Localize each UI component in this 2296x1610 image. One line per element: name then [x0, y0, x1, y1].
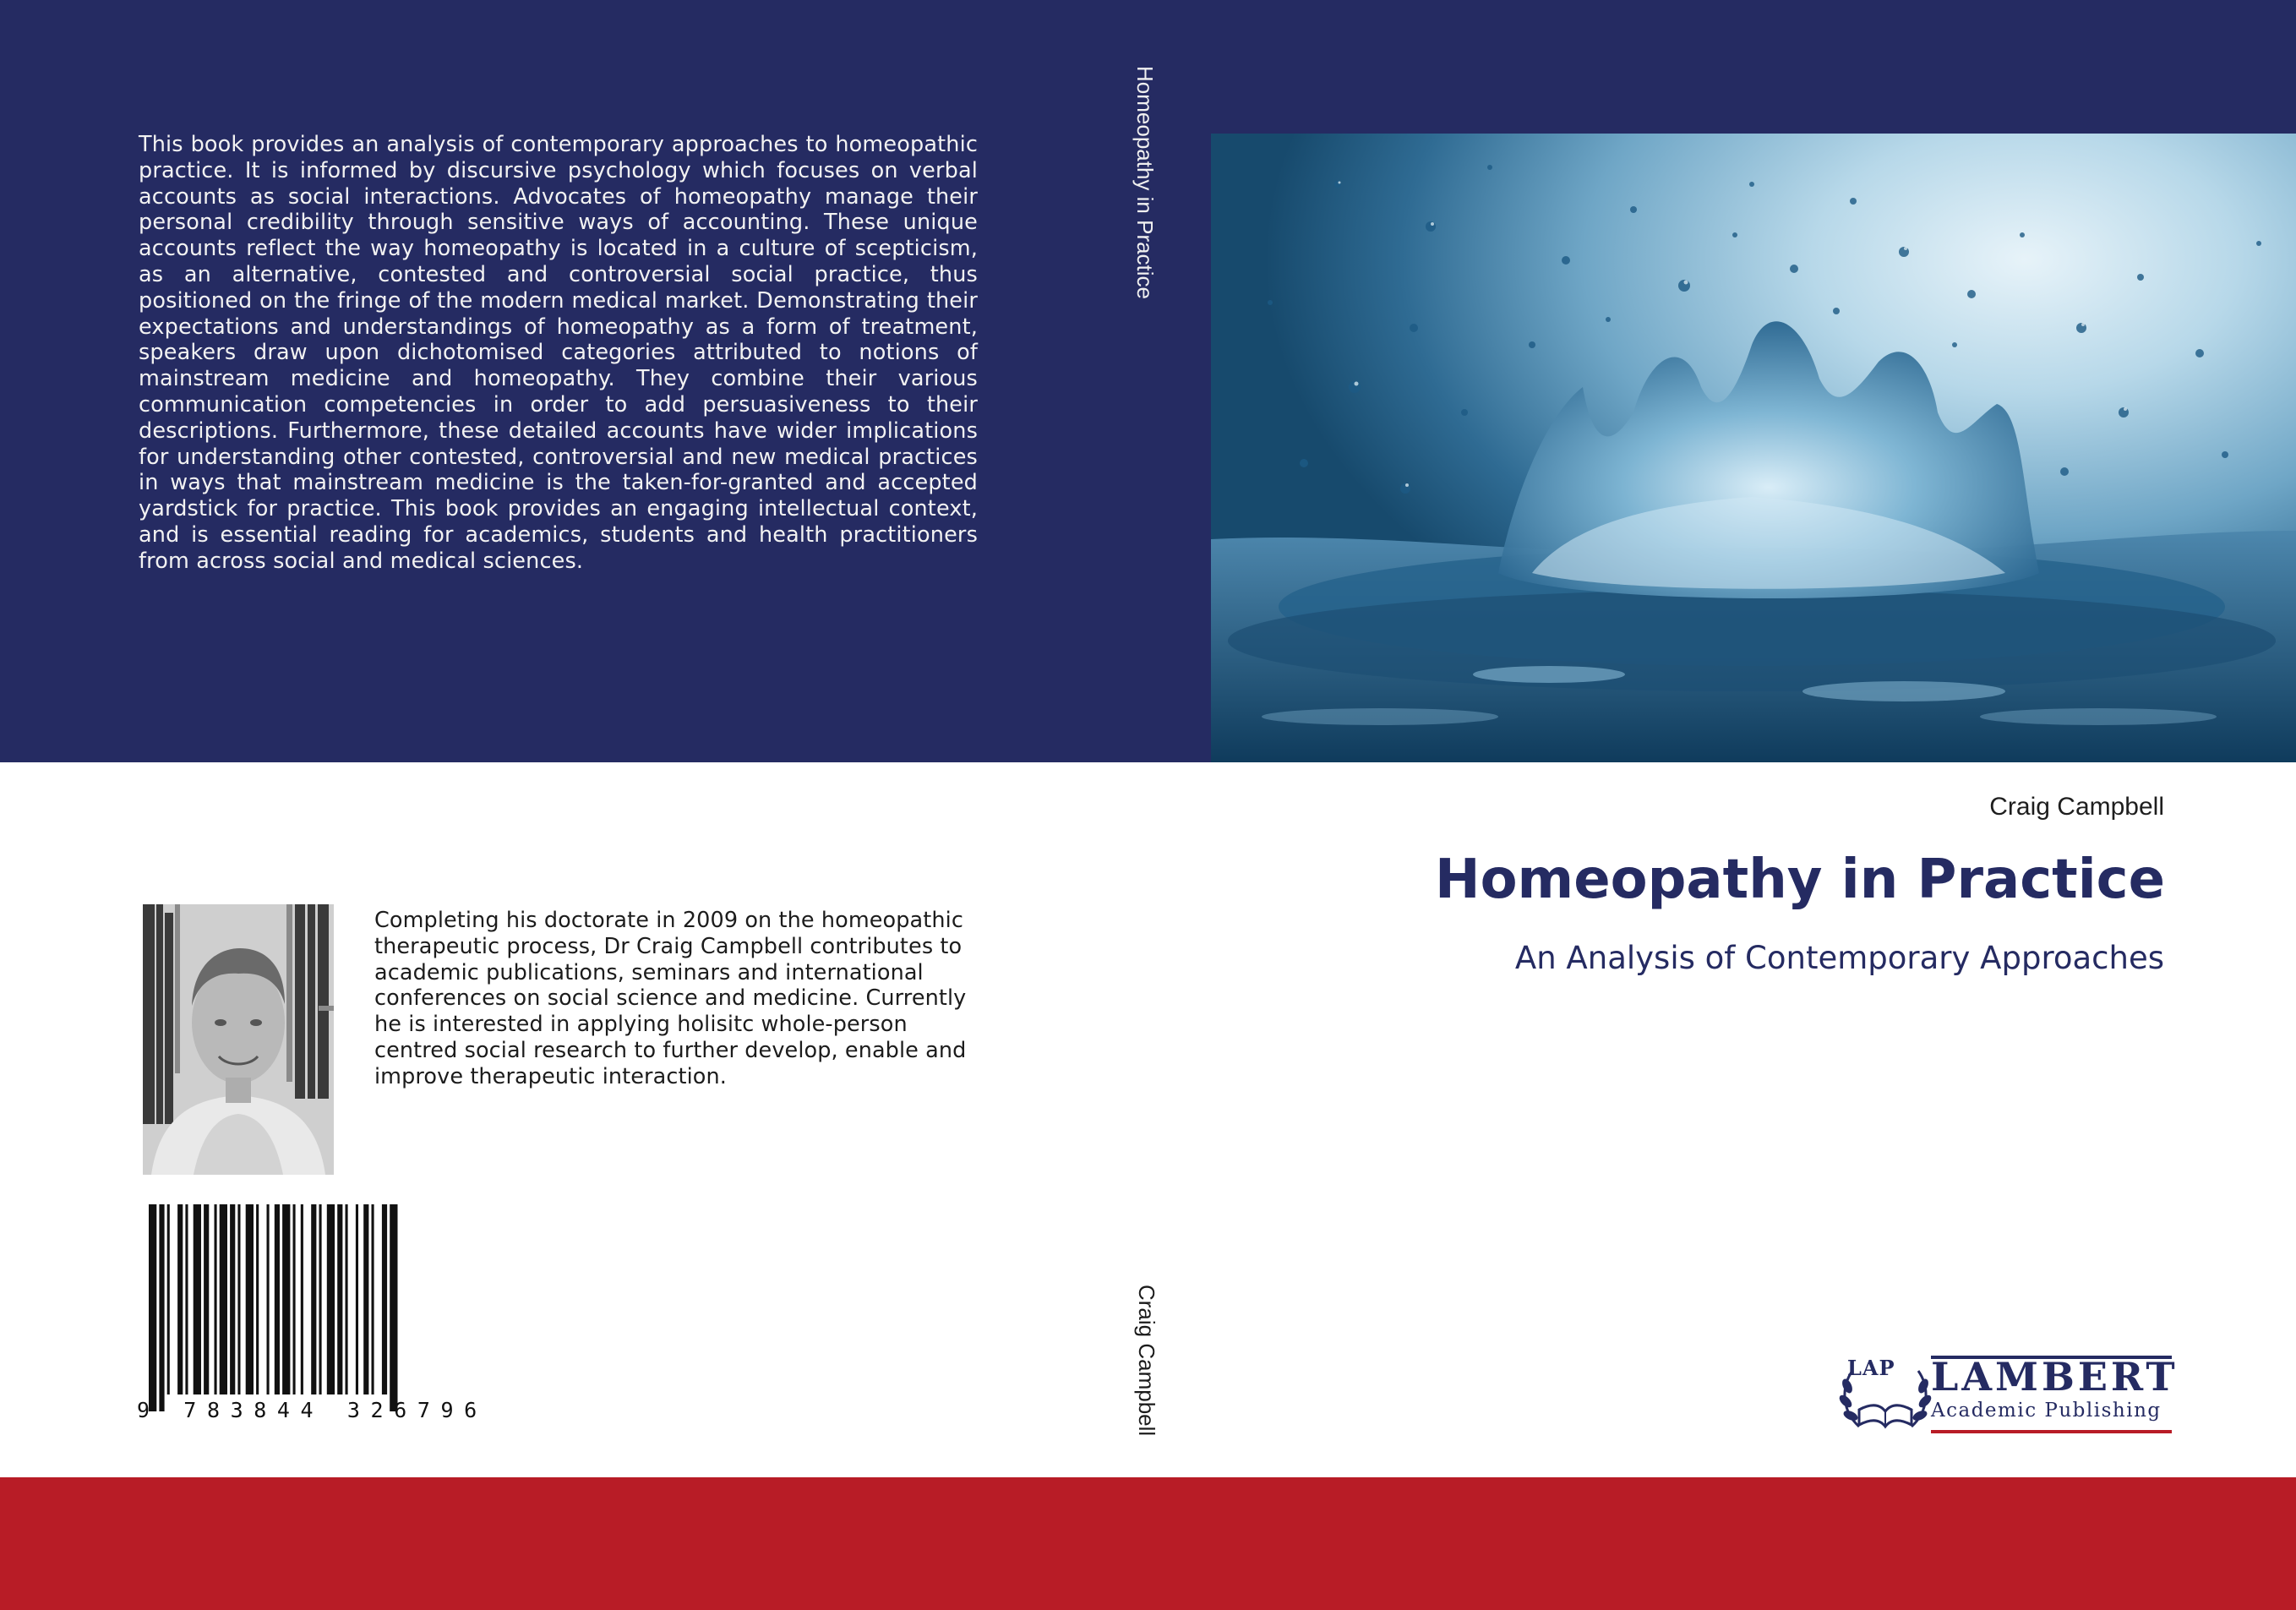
author-bio: Completing his doctorate in 2009 on the homeopathic therapeutic process, Dr Craig Campbell contributes to academic publications, seminars and international conferences on social science and medicine. Currently he is interested in applying holisitc whole-person centred social research to further develop, enable and improve therapeutic interaction.: [374, 908, 967, 1089]
barcode-bar: [301, 1204, 303, 1394]
front-cover-author: Craig Campbell: [1989, 793, 2164, 821]
barcode-bar: [311, 1204, 316, 1394]
barcode-bar: [363, 1204, 368, 1394]
isbn-barcode: [135, 1204, 507, 1424]
author-portrait-graphic: [143, 904, 334, 1175]
barcode-bar: [167, 1204, 170, 1394]
front-cover-subtitle: An Analysis of Contemporary Approaches: [1514, 940, 2164, 976]
author-photo: [143, 904, 334, 1175]
red-bottom-band: [0, 1477, 2296, 1610]
barcode-bar: [204, 1204, 209, 1394]
barcode-bar: [346, 1204, 348, 1394]
barcode-bar: [282, 1204, 290, 1394]
isbn-digits: 9 783844 326796: [137, 1398, 488, 1422]
barcode-bar: [275, 1204, 280, 1394]
barcode-bar: [356, 1204, 358, 1394]
barcode-bar: [220, 1204, 227, 1394]
barcode-bar: [215, 1204, 217, 1394]
barcode-bar: [230, 1204, 235, 1394]
spine-title: Homeopathy in Practice: [1132, 66, 1158, 300]
barcode-bar: [159, 1204, 164, 1411]
back-cover-blurb: This book provides an analysis of contemporary approaches to homeopathic practice. It is informed by discursive psychology which focuses on verbal accounts as social interactions. Advocates of homeopathy manage their personal credibility through sensitive ways of accounting. These unique accounts reflect the way homeopathy is located in a culture of scepticism, as an alternative, contested and controversial social practice, thus positioned on the fringe of the modern medical market. Demonstrating their expectations and understandings of homeopathy as a form of treatment, speakers draw upon dichotomised categories attributed to notions of mainstream medicine and homeopathy. They combine their various communication competencies in order to add persuasiveness to their descriptions. Furthermore, these detailed accounts have wider implications for understanding other contested, controversial and new medical practices in ways that mainstream medicine is the taken-for-granted and accepted yardstick for practice. This book provides an engaging intellectual context, and is essential reading for academics, students and health practitioners from across social and medical sciences.: [139, 132, 978, 574]
barcode-bar: [390, 1204, 397, 1411]
barcode-bar: [177, 1204, 183, 1394]
front-cover-title: Homeopathy in Practice: [1435, 849, 2165, 911]
barcode-bar: [319, 1204, 322, 1394]
barcode-bar: [194, 1204, 201, 1394]
publisher-name: LAMBERT: [1931, 1354, 2179, 1400]
barcode-bar: [337, 1204, 342, 1394]
barcode-bar: [293, 1204, 296, 1394]
water-splash-photo: [1211, 134, 2296, 762]
barcode-bar: [372, 1204, 374, 1394]
barcode-bar: [382, 1204, 387, 1394]
barcode-bar: [185, 1204, 188, 1394]
barcode-bar: [149, 1204, 156, 1411]
barcode-bar: [246, 1204, 254, 1394]
barcode-bar: [327, 1204, 335, 1394]
barcode-bar: [267, 1204, 270, 1394]
publisher-badge: LAP: [1847, 1356, 1895, 1380]
publisher-subname: Academic Publishing: [1931, 1400, 2162, 1422]
barcode-bar: [256, 1204, 259, 1394]
spine-author: Craig Campbell: [1134, 1285, 1159, 1437]
water-splash-graphic: [1211, 134, 2296, 762]
barcode-bar: [237, 1204, 240, 1394]
